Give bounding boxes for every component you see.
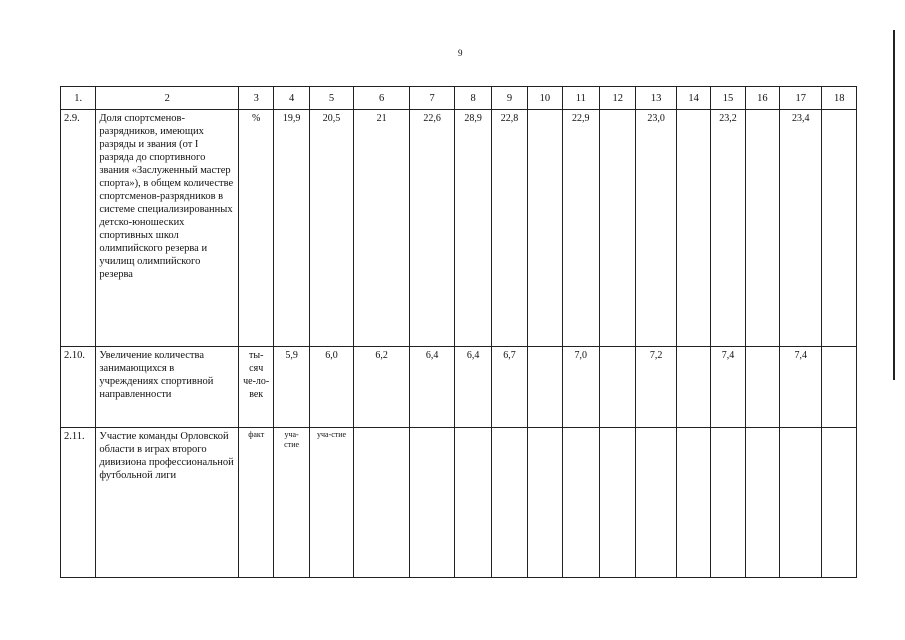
value-cell bbox=[636, 428, 676, 578]
header-cell: 14 bbox=[676, 87, 710, 110]
header-row bbox=[61, 87, 857, 110]
value-cell: 7,4 bbox=[780, 347, 822, 428]
value-cell: 22,9 bbox=[562, 110, 599, 347]
header-cell: 15 bbox=[711, 87, 745, 110]
value-cell: 6,4 bbox=[409, 347, 455, 428]
value-cell bbox=[600, 428, 636, 578]
header-cell: 13 bbox=[636, 87, 676, 110]
row-unit: ты-сяч че-ло-век bbox=[239, 347, 274, 428]
value-cell: 6,0 bbox=[309, 347, 354, 428]
table-row bbox=[61, 428, 857, 578]
value-cell bbox=[676, 347, 710, 428]
header-cell: 1. bbox=[61, 87, 96, 110]
value-cell: 28,9 bbox=[455, 110, 491, 347]
header-cell: 12 bbox=[600, 87, 636, 110]
header-cell: 11 bbox=[562, 87, 599, 110]
row-unit: % bbox=[239, 110, 274, 347]
value-cell bbox=[822, 428, 857, 578]
value-cell: 7,0 bbox=[562, 347, 599, 428]
indicators-table bbox=[60, 86, 857, 578]
value-cell bbox=[409, 428, 455, 578]
row-code: 2.11. bbox=[61, 428, 96, 578]
value-cell: 6,7 bbox=[491, 347, 527, 428]
page-number: 9 bbox=[458, 48, 463, 58]
value-cell bbox=[676, 428, 710, 578]
value-cell bbox=[745, 347, 779, 428]
value-cell bbox=[562, 428, 599, 578]
header-cell: 7 bbox=[409, 87, 455, 110]
value-cell: 23,0 bbox=[636, 110, 676, 347]
value-cell bbox=[711, 428, 745, 578]
header-cell: 18 bbox=[822, 87, 857, 110]
value-cell bbox=[491, 428, 527, 578]
table-row bbox=[61, 347, 857, 428]
scan-edge-line bbox=[893, 30, 895, 380]
header-cell: 10 bbox=[528, 87, 562, 110]
row-indicator-name: Участие команды Орловской области в играх второго дивизиона профессиональной футбольной лиги bbox=[96, 428, 239, 578]
header-cell: 8 bbox=[455, 87, 491, 110]
table-row bbox=[61, 110, 857, 347]
row-indicator-name: Увеличение количества занимающихся в учреждениях спортивной направленности bbox=[96, 347, 239, 428]
header-cell: 17 bbox=[780, 87, 822, 110]
value-cell bbox=[780, 428, 822, 578]
value-cell bbox=[528, 110, 562, 347]
value-cell bbox=[600, 110, 636, 347]
header-cell: 4 bbox=[274, 87, 309, 110]
header-cell: 16 bbox=[745, 87, 779, 110]
value-cell bbox=[455, 428, 491, 578]
header-cell: 5 bbox=[309, 87, 354, 110]
header-cell: 3 bbox=[239, 87, 274, 110]
value-cell: 23,4 bbox=[780, 110, 822, 347]
value-cell: 21 bbox=[354, 110, 410, 347]
value-cell: 7,2 bbox=[636, 347, 676, 428]
value-cell: уча-стие bbox=[309, 428, 354, 578]
value-cell: 19,9 bbox=[274, 110, 309, 347]
value-cell: 22,8 bbox=[491, 110, 527, 347]
value-cell bbox=[676, 110, 710, 347]
header-cell: 6 bbox=[354, 87, 410, 110]
value-cell: 7,4 bbox=[711, 347, 745, 428]
row-indicator-name: Доля спортсменов-разрядников, имеющих разряды и звания (от I разряда до спортивного звания «Заслуженный мастер спорта»), в общем количестве спортсменов-разрядников в системе специализированных детско-юношеских спортивных школ олимпийского резерва и училищ олимпийского резерва bbox=[96, 110, 239, 347]
value-cell: 5,9 bbox=[274, 347, 309, 428]
row-code: 2.10. bbox=[61, 347, 96, 428]
value-cell bbox=[354, 428, 410, 578]
header-cell: 9 bbox=[491, 87, 527, 110]
value-cell bbox=[528, 347, 562, 428]
value-cell bbox=[745, 110, 779, 347]
header-cell: 2 bbox=[96, 87, 239, 110]
value-cell bbox=[822, 347, 857, 428]
row-code: 2.9. bbox=[61, 110, 96, 347]
value-cell: 23,2 bbox=[711, 110, 745, 347]
value-cell: 22,6 bbox=[409, 110, 455, 347]
value-cell: 20,5 bbox=[309, 110, 354, 347]
value-cell: 6,2 bbox=[354, 347, 410, 428]
value-cell bbox=[600, 347, 636, 428]
value-cell: уча-стие bbox=[274, 428, 309, 578]
value-cell: 6,4 bbox=[455, 347, 491, 428]
value-cell bbox=[822, 110, 857, 347]
row-unit: факт bbox=[239, 428, 274, 578]
value-cell bbox=[528, 428, 562, 578]
value-cell bbox=[745, 428, 779, 578]
